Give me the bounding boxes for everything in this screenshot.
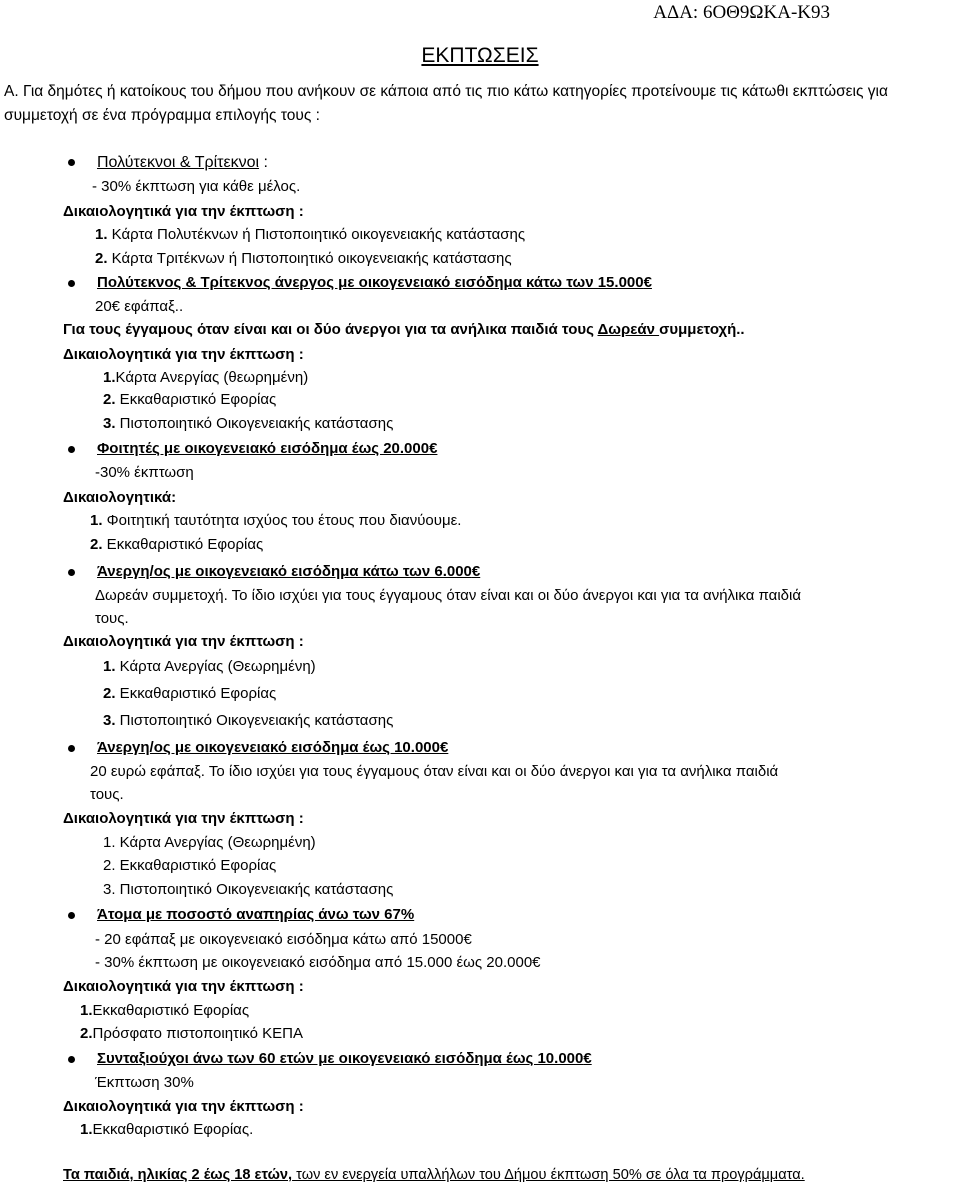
s4-doc-2: 2. Εκκαθαριστικό Εφορίας: [103, 685, 277, 702]
s3-heading: Φοιτητές με οικογενειακό εισόδημα έως 20.000€: [97, 440, 438, 457]
s5-doc-2: 2. Εκκαθαριστικό Εφορίας: [103, 857, 277, 874]
s5-docs-label: Δικαιολογητικά για την έκπτωση :: [63, 810, 304, 827]
bullet-icon: [68, 159, 75, 166]
s5-line-2: τους.: [90, 786, 124, 803]
s1-doc-1: 1. Κάρτα Πολυτέκνων ή Πιστοποιητικό οικογενειακής κατάστασης: [95, 226, 526, 243]
s7-discount: Έκπτωση 30%: [95, 1074, 194, 1091]
s1-heading: Πολύτεκνοι & Τρίτεκνοι :: [97, 154, 268, 171]
footer-note: Τα παιδιά, ηλικίας 2 έως 18 ετών, των εν ενεργεία υπαλλήλων του Δήμου έκπτωση 50% σε όλα τα προγράμματα.: [63, 1167, 805, 1183]
s2-doc-1: 1.Κάρτα Ανεργίας (θεωρημένη): [103, 369, 309, 386]
s1-docs-label: Δικαιολογητικά για την έκπτωση :: [63, 203, 304, 220]
bullet-icon: [68, 912, 75, 919]
bullet-icon: [68, 280, 75, 287]
s3-discount: -30% έκπτωση: [95, 464, 194, 481]
ada-code: ΑΔΑ: 6ΟΘ9ΩΚΑ-Κ93: [653, 2, 830, 23]
s4-heading: Άνεργη/ος με οικογενειακό εισόδημα κάτω των 6.000€: [97, 563, 481, 580]
s6-heading: Άτομα με ποσοστό αναπηρίας άνω των 67%: [97, 906, 415, 923]
s5-heading: Άνεργη/ος με οικογενειακό εισόδημα έως 10.000€: [97, 739, 449, 756]
bullet-icon: [68, 745, 75, 752]
page-title: ΕΚΠΤΩΣΕΙΣ: [421, 44, 539, 67]
s6-doc-2: 2.Πρόσφατο πιστοποιητικό ΚΕΠΑ: [80, 1025, 303, 1042]
s5-line-1: 20 ευρώ εφάπαξ. Το ίδιο ισχύει για τους έγγαμους όταν είναι και οι δύο άνεργοι και για τα ανήλικα παιδιά: [90, 763, 779, 780]
s2-docs-label: Δικαιολογητικά για την έκπτωση :: [63, 346, 304, 363]
s1-doc-2: 2. Κάρτα Τριτέκνων ή Πιστοποιητικό οικογενειακής κατάστασης: [95, 250, 512, 267]
s6-line-1: - 20 εφάπαξ με οικογενειακό εισόδημα κάτω από 15000€: [95, 931, 472, 948]
s3-doc-1: 1. Φοιτητική ταυτότητα ισχύος του έτους που διανύουμε.: [90, 512, 462, 529]
bullet-icon: [68, 1056, 75, 1063]
s6-doc-1: 1.Εκκαθαριστικό Εφορίας: [80, 1002, 250, 1019]
s1-discount: - 30% έκπτωση για κάθε μέλος.: [92, 178, 301, 195]
s4-doc-1: 1. Κάρτα Ανεργίας (Θεωρημένη): [103, 658, 316, 675]
s2-fee: 20€ εφάπαξ..: [95, 298, 184, 315]
s3-doc-2: 2. Εκκαθαριστικό Εφορίας: [90, 536, 264, 553]
s6-docs-label: Δικαιολογητικά για την έκπτωση :: [63, 978, 304, 995]
bullet-icon: [68, 446, 75, 453]
s7-heading: Συνταξιούχοι άνω των 60 ετών με οικογενειακό εισόδημα έως 10.000€: [97, 1050, 592, 1067]
s5-doc-1: 1. Κάρτα Ανεργίας (Θεωρημένη): [103, 834, 316, 851]
s3-docs-label: Δικαιολογητικά:: [63, 489, 177, 506]
s2-doc-2: 2. Εκκαθαριστικό Εφορίας: [103, 391, 277, 408]
s4-line-2: τους.: [95, 610, 129, 627]
s2-doc-3: 3. Πιστοποιητικό Οικογενειακής κατάστασης: [103, 415, 394, 432]
s6-line-2: - 30% έκπτωση με οικογενειακό εισόδημα από 15.000 έως 20.000€: [95, 954, 541, 971]
s4-docs-label: Δικαιολογητικά για την έκπτωση :: [63, 633, 304, 650]
bullet-icon: [68, 569, 75, 576]
s5-doc-3: 3. Πιστοποιητικό Οικογενειακής κατάστασης: [103, 881, 394, 898]
s4-line-1: Δωρεάν συμμετοχή. Το ίδιο ισχύει για τους έγγαμους όταν είναι και οι δύο άνεργοι και για τα ανήλικα παιδιά: [95, 587, 802, 604]
intro-paragraph: Α. Για δημότες ή κατοίκους του δήμου που ανήκουν σε κάποια από τις πιο κάτω κατηγορίες προτείνουμε τις κάτωθι εκπτώσεις για συμμετοχή σε ένα πρόγραμμα επιλογής τους :: [4, 83, 888, 124]
s4-doc-3: 3. Πιστοποιητικό Οικογενειακής κατάστασης: [103, 712, 394, 729]
s2-note: Για τους έγγαμους όταν είναι και οι δύο άνεργοι για τα ανήλικα παιδιά τους Δωρεάν συμμετοχή..: [63, 321, 745, 338]
s7-docs-label: Δικαιολογητικά για την έκπτωση :: [63, 1098, 304, 1115]
s7-doc-1: 1.Εκκαθαριστικό Εφορίας.: [80, 1121, 254, 1138]
s2-heading: Πολύτεκνος & Τρίτεκνος άνεργος με οικογενειακό εισόδημα κάτω των 15.000€: [97, 274, 652, 291]
